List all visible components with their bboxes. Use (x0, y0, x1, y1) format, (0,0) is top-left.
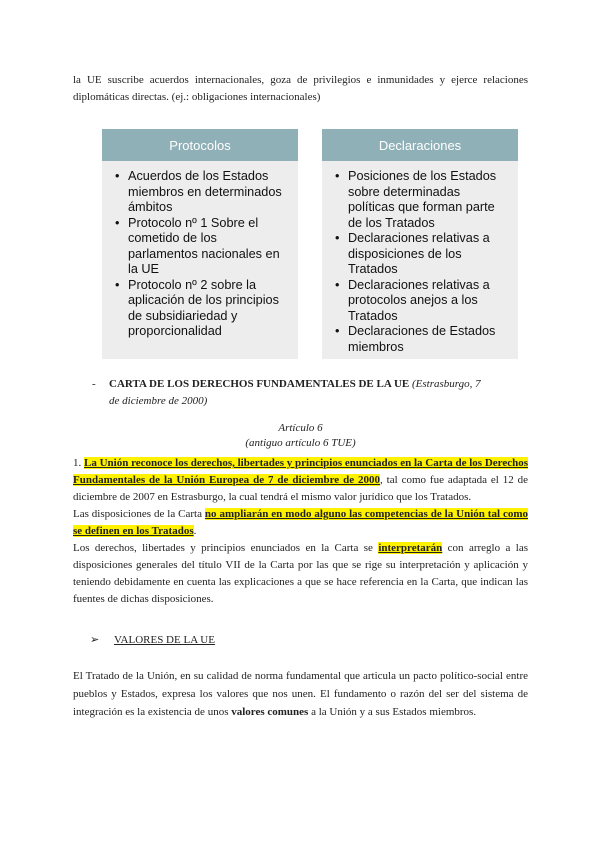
list-item: • Acuerdos de los Estados miembros en determinados ámbitos (114, 169, 290, 216)
list-item: • Protocolo nº 2 sobre la aplicación de los principios de subsidiariedad y proporcionalidad (114, 278, 290, 340)
declaraciones-box (322, 129, 518, 359)
paragraph-text: El Tratado de la Unión, en su calidad de norma fundamental que articula un pacto político-social entre pueblos y Estados, expresa los valores que nos unen. El fundamento o razón del ser del sistema de integración es la existencia de unos (73, 670, 528, 718)
paragraph-text: a la Unión y a sus Estados miembros. (308, 706, 477, 718)
declaraciones-header: Declaraciones (322, 129, 518, 161)
article-subtitle: (antiguo artículo 6 TUE) (245, 437, 356, 449)
paragraph-text: . (193, 525, 197, 537)
highlighted-text: no ampliarán en modo alguno las competencias de la Unión tal como se definen en los Tratados (73, 508, 528, 537)
carta-subtitle-cont: de diciembre de 2000) (109, 395, 208, 407)
intro-paragraph: la UE suscribe acuerdos internacionales, goza de privilegios e inmunidades y ejerce relaciones diplomáticas directas. (ej.: obligaciones internacionales) (73, 74, 528, 103)
article-header (73, 421, 528, 451)
section-title: VALORES DE LA UE (114, 634, 215, 646)
list-item: • Declaraciones relativas a disposiciones de los Tratados (334, 231, 510, 278)
dash-bullet: - (92, 378, 96, 390)
article-paragraph-2 (73, 506, 528, 540)
highlighted-text: La Unión reconoce los derechos, libertades y principios enunciados en la Carta de los Derechos Fundamentales de la Unión Europea de 7 de diciembre de 2000 (73, 457, 528, 486)
list-item: • Declaraciones relativas a protocolos anejos a los Tratados (334, 278, 510, 325)
carta-heading (92, 376, 532, 410)
paragraph-text: Los derechos, libertades y principios enunciados en la Carta se (73, 542, 379, 554)
carta-title: CARTA DE LOS DERECHOS FUNDAMENTALES DE LA UE (109, 378, 410, 390)
article-paragraph-1 (73, 455, 528, 506)
list-item: • Declaraciones de Estados miembros (334, 324, 510, 355)
paragraph-text: , tal como fue adaptada el 12 de diciembre de 2007 en Estrasburgo, la cual tendrá el mismo valor jurídico que los Tratados. (73, 474, 529, 503)
valores-paragraph (73, 667, 528, 721)
paragraph-text: con arreglo a las disposiciones generales del título VII de la Carta por las que se rige su interpretación y aplicación y teniendo debidamente en cuenta las explicaciones a que se hace referencia en la Carta, que indican las fuentes de dichas disposiciones. (73, 542, 528, 605)
highlighted-text: interpretarán (378, 542, 443, 554)
carta-subtitle: (Estrasburgo, 7 (411, 378, 481, 390)
declaraciones-list (322, 161, 518, 355)
paragraph-number: 1. (73, 457, 85, 469)
list-item: • Posiciones de los Estados sobre determinadas políticas que forman parte de los Tratados (334, 169, 510, 231)
paragraph-text: Las disposiciones de la Carta (73, 508, 205, 520)
list-item: • Protocolo nº 1 Sobre el cometido de los parlamentos nacionales en la UE (114, 216, 290, 278)
protocolos-box (102, 129, 298, 359)
article-title: Artículo 6 (278, 422, 323, 434)
valores-heading (90, 632, 215, 649)
bold-text: valores comunes (231, 706, 309, 718)
article-body (73, 455, 528, 608)
protocolos-header: Protocolos (102, 129, 298, 161)
article-paragraph-3 (73, 540, 528, 608)
arrow-bullet-icon: ➢ (90, 634, 100, 646)
protocolos-list (102, 161, 298, 340)
